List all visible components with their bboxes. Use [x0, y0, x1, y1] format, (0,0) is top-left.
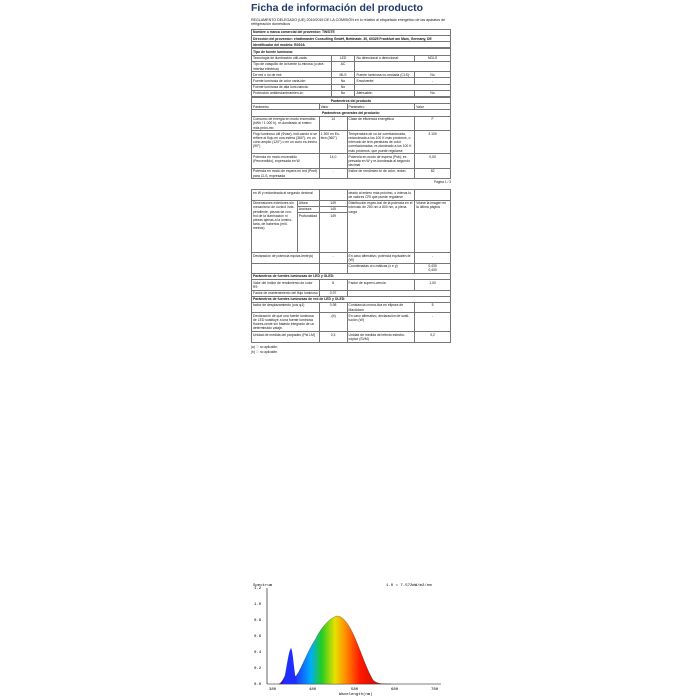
cell: 0,2	[415, 332, 451, 342]
cell: MLS	[331, 72, 355, 78]
cell: Declaración de que una fuente luminosa de LED sustituye a una fuente luminosa fluores-cente sin balasto integrado de un determinado vataje.	[252, 313, 320, 332]
cell: 149	[319, 213, 347, 253]
footnote-a: (a) '-': no aplicable;	[251, 344, 278, 349]
y-tick: 0.6	[254, 635, 262, 639]
column-header: Valor	[415, 104, 451, 110]
table-row	[252, 332, 451, 342]
table-row	[252, 313, 451, 332]
cell: Envolvente:	[355, 78, 415, 84]
cell: No	[331, 90, 355, 96]
general-params-header: Parámetros generales del producto:	[252, 110, 451, 116]
cell	[252, 263, 320, 273]
cell: Unidad de medida del efecto estrobo-cópico (SVM)	[347, 332, 415, 342]
y-tick: 1.0	[254, 603, 262, 607]
model-id-row: Identificador del modelo: B010A	[252, 42, 451, 48]
cell: Altura	[297, 200, 319, 206]
table-row	[252, 61, 451, 71]
supplier-name-row: Nombre o marca comercial del proveedor: TWSITE	[252, 29, 451, 35]
column-header: Parámetro	[347, 104, 415, 110]
cell: De red o no de red:	[252, 72, 332, 78]
cell: Factor de supervi-vencia	[347, 280, 415, 290]
cell: deado al entero más próximo, o interva-lo de valores CRI que puede regularse	[347, 190, 415, 200]
y-tick: 0.2	[254, 667, 262, 671]
cell: NDLS	[415, 55, 451, 61]
cell: -(b)	[319, 313, 347, 332]
product-params-table	[251, 97, 451, 179]
product-params-table-continued	[251, 189, 451, 342]
cell	[319, 263, 347, 273]
cell	[415, 190, 451, 200]
x-tick: 780	[431, 688, 439, 692]
cell: 0,97	[319, 290, 347, 296]
cell: Factor de mantenimiento del flujo luminoso	[253, 291, 318, 296]
table-row	[252, 90, 451, 96]
cell: 14,0	[319, 154, 347, 169]
cell: 149	[319, 200, 347, 206]
cell: No	[331, 84, 355, 90]
cell: Potencia en modo encendido (Pencendido), expresada en W	[252, 154, 320, 169]
cell: Protección antideslumbramien-to:	[252, 90, 332, 96]
table-row	[252, 302, 451, 312]
cell: Constancia croma-tica en elipses de MacAdam	[347, 302, 415, 312]
cell: Declaración de potencia equiva-lente(a)	[252, 253, 320, 263]
light-type-header: Tipo de fuente luminosa:	[252, 49, 451, 55]
column-header: Parámetro	[252, 104, 320, 110]
y-tick: 0.4	[254, 651, 262, 655]
cell: -	[415, 78, 451, 84]
light-type-table	[251, 48, 451, 97]
cell: Fuente luminosa de color varia-ble:	[252, 78, 332, 84]
cell: -	[319, 168, 347, 178]
table-row	[252, 200, 451, 206]
regulation-intro: REGLAMENTO DELEGADO (UE) 2019/2015 DE LA COMISIÓN en lo relativo al etiquetado energético de las aparatos de refrigeración domésticos	[251, 18, 446, 27]
cell: Profundidad	[297, 213, 319, 253]
cell: -	[415, 253, 451, 263]
cell: Atenuable:	[355, 90, 415, 96]
spectrum-chart	[251, 578, 449, 696]
cell: F	[415, 116, 451, 131]
y-tick: 0.0	[254, 683, 262, 687]
page-number: Página 1 / 3	[433, 180, 451, 185]
cell: No	[415, 72, 451, 78]
cell: En caso afirmativo, potencia equivalen-te (W)	[347, 253, 415, 263]
footnotes	[251, 345, 451, 355]
cell: en W y redondeada al segundo decimal	[252, 190, 320, 200]
spectrum-label: Spectrum	[253, 584, 273, 588]
cell: 145	[319, 206, 347, 212]
cell: Unidad de medida del parpadeo (Pst LM)	[252, 332, 320, 342]
table-row	[252, 116, 451, 131]
cell: Consumo de energía en modo encendido (kWh / 1 000 h), re-dondeado al entero más próxi-mo	[252, 116, 320, 131]
cell: No	[331, 78, 355, 84]
spectrum-legend: 1.0 = 7.572mW/m2/nm	[386, 584, 432, 588]
supplier-address-row: Dirección del proveedor: elrathmaster Consulting GmbH, Bettinastr. 30, 60325 Frankfurt am Main, Germany, DE	[252, 36, 451, 42]
cell: 1,00	[415, 280, 451, 290]
cell: Clase de eficiencia energética	[347, 116, 415, 131]
table-row	[252, 131, 451, 154]
column-header: Valor	[319, 104, 347, 110]
led-net-params-header: Parámetros de fuentes luminosas de red de LED y OLED:	[252, 296, 451, 302]
cell: Flujo luminoso útil (Φuse), indi-cando si se refiere al flujo en una esfera (360°), en un cono amplio (120°) o en un cono es-trecho (90°)	[252, 131, 320, 154]
cell: 8	[319, 280, 347, 290]
x-tick: 380	[269, 688, 277, 692]
table-row	[252, 168, 451, 178]
led-params-header: Parámetros de fuentes luminosas de LED y OLED:	[252, 273, 451, 279]
cell: Anchura	[297, 206, 319, 212]
cell: Véase la imagen en la última página	[415, 200, 451, 252]
cell: 1 300 en Es-fera (360°)	[319, 131, 347, 154]
cell	[355, 61, 451, 71]
cell: Coordenadas cro-máticas (x e y)	[347, 263, 415, 273]
cell: Distribución espec-tral de la potencia en el intervalo de 250 nm a 800 nm, a plena carga	[347, 200, 415, 252]
cell: No	[415, 90, 451, 96]
cell: Temperatura de co-lor correlacionada, redondeada a los 100 K más próximos, o intervalo de tem-peraturas de color correlacionadas, re-dondeado a los 100 K más próximos, que puede regularse	[347, 131, 415, 154]
cell: 82	[415, 168, 451, 178]
table-row	[252, 154, 451, 169]
table-row	[252, 253, 451, 263]
cell: 0,3	[319, 332, 347, 342]
table-row	[252, 190, 451, 200]
cell: Potencia en modo de espera en red (Pnet) para CLS, expresada	[252, 168, 320, 178]
cell: -	[319, 253, 347, 263]
y-tick: 0.8	[254, 619, 262, 623]
cell: -	[415, 313, 451, 332]
cell: Fuente luminosa co-nectada (CLS):	[355, 72, 415, 78]
x-tick: 480	[309, 688, 317, 692]
x-tick: 680	[391, 688, 399, 692]
supplier-table	[251, 29, 451, 49]
cell: 3 100	[415, 131, 451, 154]
cell: AC	[331, 61, 355, 71]
cell: factor de desplazamiento (cos φ1)	[252, 302, 320, 312]
page-title: Ficha de información del producto	[251, 2, 424, 14]
cell: No direccional o direccional:	[355, 55, 415, 61]
cell: Fuente luminosa de alta lumi-nancia:	[252, 84, 332, 90]
cell: 0,00	[415, 154, 451, 169]
cell: 0,430 0,400	[415, 263, 451, 273]
product-info-sheet	[251, 0, 451, 355]
cell: LED	[331, 55, 355, 61]
x-tick: 580	[351, 688, 359, 692]
params-header: Parámetros del producto	[252, 98, 451, 104]
cell: Índice de rendimien-to de color, redon-	[347, 168, 415, 178]
cell: 14	[319, 116, 347, 131]
cell	[319, 190, 347, 200]
cell: Tecnología de iluminación utili-zada:	[252, 55, 332, 61]
cell: En caso afirmativo, declaración de susti-tución (W)	[347, 313, 415, 332]
cell: Tipo de casquillo de la fuente lu-minosa (u otra interfaz eléctrica)	[252, 61, 332, 71]
cell: 5	[415, 302, 451, 312]
footnote-b: (b) '-': no aplicable.	[251, 349, 278, 354]
cell: Valor del índice de rendimiento de color R9	[252, 280, 320, 290]
table-row	[252, 263, 451, 273]
cell: Potencia en modo de espera (Psb), ex-presada en W y re-dondeada al segundo decimal	[347, 154, 415, 169]
y-tick: 1.2	[254, 587, 262, 591]
cell: 0,98	[319, 302, 347, 312]
table-row	[252, 280, 451, 290]
x-axis-label: Wavelength(nm)	[339, 693, 373, 696]
dimensions-label: Dimensiones exteriores sin mecanismo de control inde-pendiente, piezas de con-trol de la iluminación ni piezas ajenas a la lumino-taria, de haberlos (milí-metros)	[252, 200, 298, 252]
